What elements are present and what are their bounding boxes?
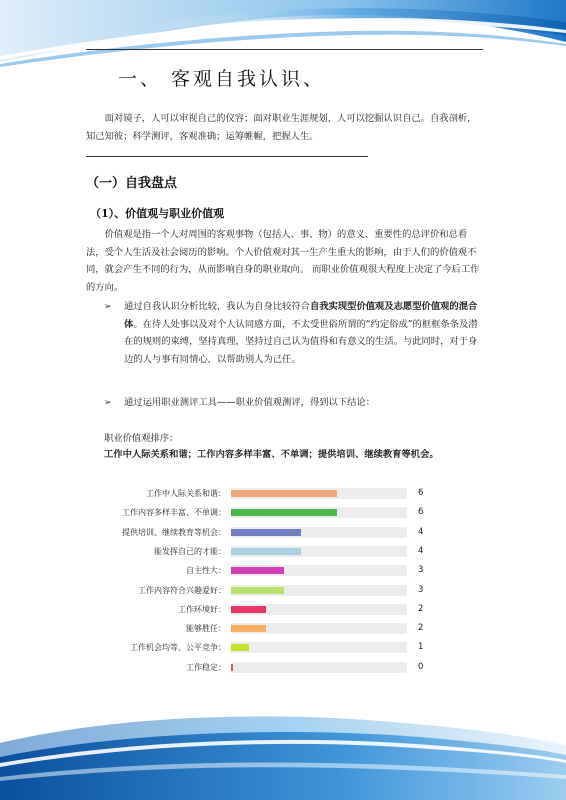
chart-bar-track [231, 642, 407, 653]
ranking-result: 工作中人际关系和谐；工作内容多样丰富、不单调；提供培训、继续教育等机会。 [104, 449, 439, 460]
chart-category-label: 工作内容符合兴趣爱好： [138, 585, 226, 595]
chart-value-label: 3 [418, 584, 424, 595]
chart-category-label: 工作环境好： [178, 604, 226, 614]
chart-category-label: 能发挥自己的才能： [154, 546, 226, 556]
bullet1-text-after: 。在待人处事以及对个人认同感方面，不太受世俗所谓的“约定俗成”的框框条条及潜在的规则的束缚，坚持真理，坚持过自己认为值得和有意义的生活。与此同时，对于身边的人与事有同情心，以帮助别人为己任。 [124, 318, 478, 365]
footer-wave-decoration [0, 705, 566, 800]
ranking-label: 职业价值观排序： [104, 433, 179, 444]
chart-category-label: 提供培训、继续教育等机会： [122, 527, 226, 537]
chart-category-label: 工作内容多样丰富、不单调： [122, 508, 226, 518]
chart-bar [231, 548, 301, 555]
heading-1: 一、 客观自我认识、 [118, 68, 326, 90]
chart-value-label: 1 [418, 642, 424, 653]
intro-rule [86, 156, 368, 157]
heading-2: （一）自我盘点 [86, 176, 178, 191]
chart-bar [231, 606, 266, 613]
bullet-paragraph-2: 通过运用职业测评工具——职业价值观测评，得到以下结论： [124, 397, 376, 408]
body-paragraph: 价值观是指一个人对周围的客观事物（包括人、事、物）的意义、重要性的总评价和总看法，受个人生活及社会阅历的影响。个人价值观对其一生产生重大的影响，由于人们的价值观不同，就会产生不同的行为，从而影响自身的职业取向。 而职业价值观很大程度上决定了今后工作的方向。 [86, 229, 480, 293]
chart-bar [231, 625, 266, 632]
chart-bar [231, 644, 249, 651]
chart-bar [231, 490, 337, 497]
chart-value-label: 4 [418, 545, 424, 556]
chart-value-label: 2 [418, 623, 424, 634]
chart-value-label: 6 [418, 488, 424, 498]
chart-category-label: 自主性大： [186, 566, 226, 576]
bullet1-text-before: 通过自我认识分析比较，我认为自身比较符合 [124, 301, 310, 312]
bullet-arrow-icon: ➢ [104, 302, 112, 312]
chart-bar [231, 664, 233, 671]
chart-category-label: 工作中人际关系和谐： [146, 489, 226, 498]
chart-category-label: 工作稳定： [186, 662, 226, 672]
chart-value-label: 6 [418, 507, 424, 518]
chart-bar [231, 567, 284, 574]
chart-bar-track [231, 662, 407, 673]
chart-value-label: 3 [418, 565, 424, 576]
top-rule [86, 49, 483, 50]
intro-paragraph: 面对镜子，人可以审视自己的仪容；面对职业生涯规划，人可以挖掘认识自己。自我剖析，知己知彼；科学测评，客观准确；运筹帷幄，把握人生。 [86, 113, 477, 142]
chart-category-label: 能够胜任： [186, 624, 226, 634]
chart-value-label: 2 [418, 603, 424, 614]
chart-bar [231, 509, 337, 516]
chart-bar [231, 587, 284, 594]
heading-3: （1）、价值观与职业价值观 [90, 207, 225, 220]
chart-category-label: 工作机会均等、公平竞争： [130, 643, 226, 653]
bullet-arrow-icon: ➢ [104, 398, 112, 408]
chart-value-label: 0 [418, 661, 424, 672]
chart-bar [231, 529, 301, 536]
bullet-paragraph-1 [124, 298, 484, 368]
chart-value-label: 4 [418, 526, 424, 537]
bullet1-text-bold: 自我实现型价值观及志愿型价值观的混合体 [124, 301, 478, 330]
